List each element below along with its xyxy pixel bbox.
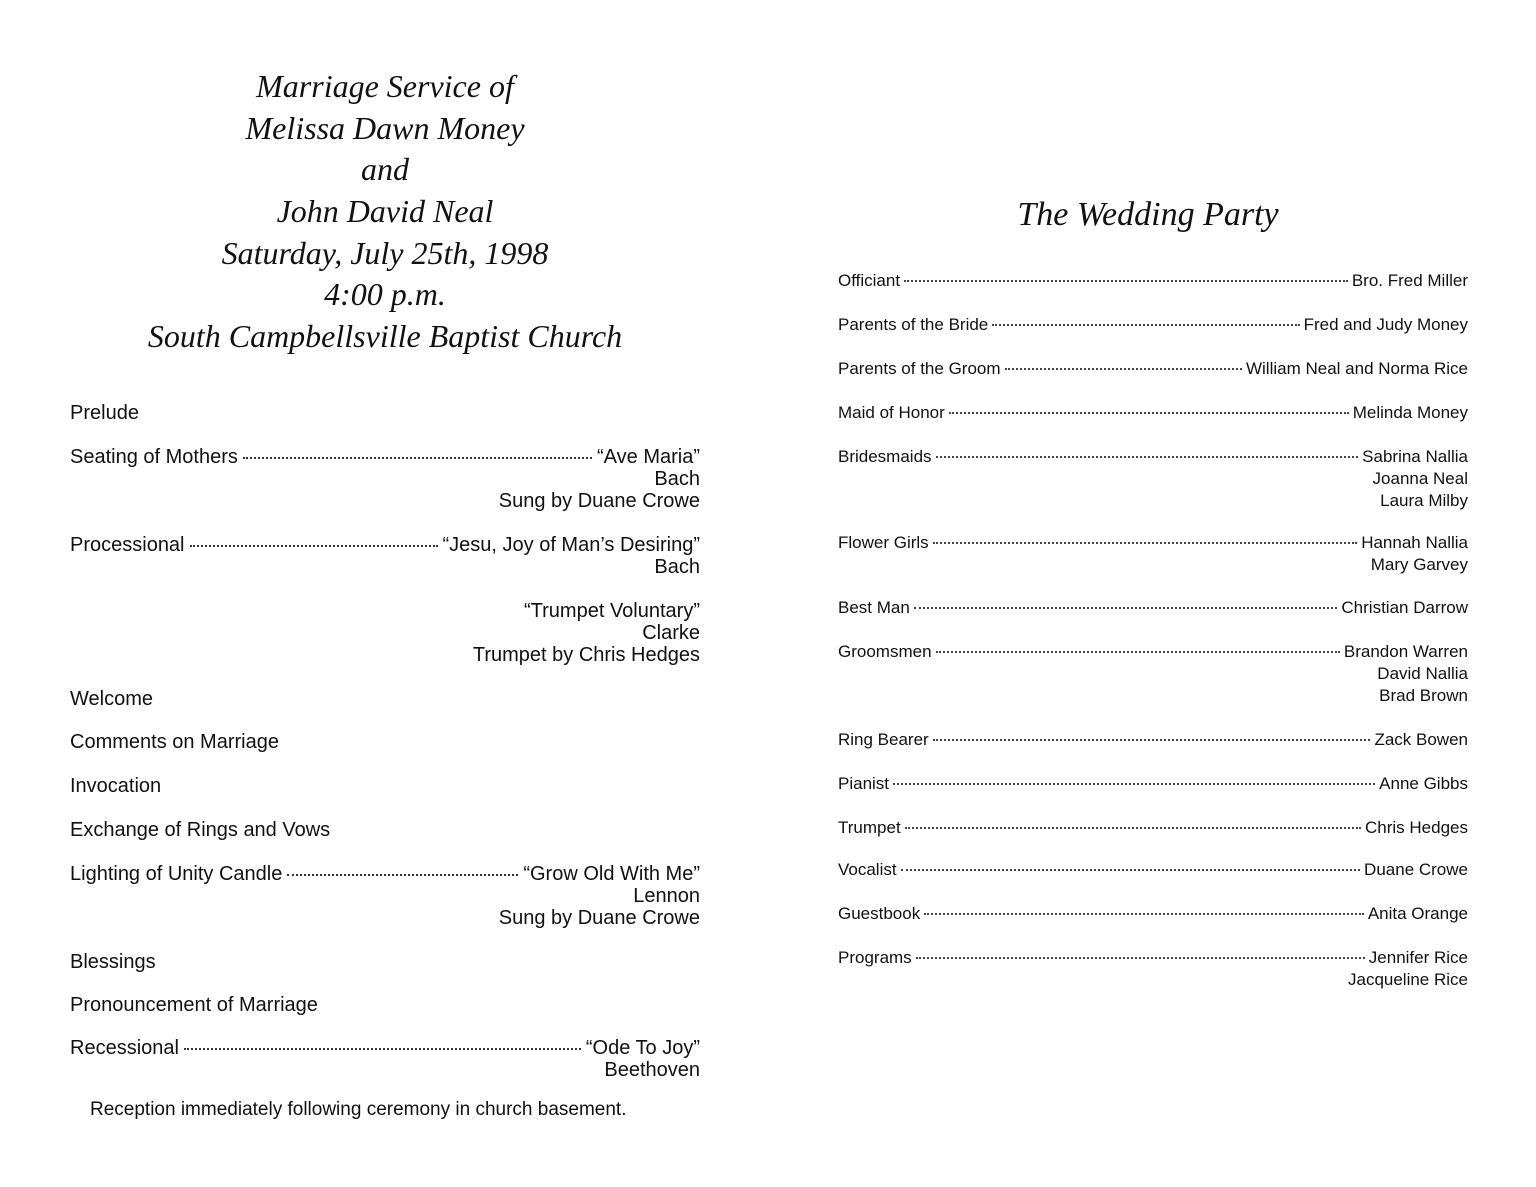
title-line: Marriage Service of (256, 68, 514, 104)
wedding-party-list (838, 270, 1468, 991)
party-role: Groomsmen (838, 642, 932, 661)
party-name: Mary Garvey (1370, 555, 1468, 574)
program-item-label: Seating of Mothers (70, 446, 238, 468)
program-item-piece: “Jesu, Joy of Man’s Desiring” (442, 534, 700, 556)
program-item-detail: Bach (654, 556, 700, 578)
party-name: Melinda Money (1352, 403, 1468, 422)
ceremony-panel (70, 66, 700, 1081)
program-item-detail: “Trumpet Voluntary” (524, 600, 700, 622)
party-role-row (838, 817, 1468, 839)
dot-leader (901, 869, 1360, 871)
party-role: Best Man (838, 598, 910, 617)
program-item-detail: Clarke (642, 622, 700, 644)
party-name: Christian Darrow (1341, 598, 1468, 617)
groom-name: John David Neal (276, 193, 494, 230)
party-name: Chris Hedges (1365, 818, 1468, 837)
program-item (70, 994, 700, 1016)
program-item (70, 731, 700, 753)
party-name: Brad Brown (1379, 686, 1468, 705)
party-role: Programs (838, 948, 912, 967)
party-name: Anne Gibbs (1379, 774, 1468, 793)
program-item (70, 951, 700, 973)
program-item (70, 534, 700, 666)
party-name: Hannah Nallia (1361, 533, 1468, 552)
party-role: Officiant (838, 271, 901, 290)
party-role: Parents of the Bride (838, 315, 989, 334)
program-item-label: Exchange of Rings and Vows (70, 819, 331, 841)
party-name: Laura Milby (1380, 491, 1468, 510)
program-item-detail: Bach (654, 468, 700, 490)
dot-leader (916, 957, 1365, 959)
program-item-piece: “Grow Old With Me” (523, 863, 700, 885)
dot-leader (914, 607, 1338, 609)
party-name: Joanna Neal (1372, 469, 1468, 488)
program-item-piece: “Ode To Joy” (585, 1037, 700, 1059)
dot-leader (905, 827, 1361, 829)
program-item-label: Processional (70, 534, 185, 556)
party-name: Sabrina Nallia (1362, 447, 1468, 466)
program-item (70, 819, 700, 841)
party-role: Parents of the Groom (838, 359, 1001, 378)
party-role-row (838, 270, 1468, 292)
dot-leader (287, 874, 518, 876)
dot-leader (933, 542, 1358, 544)
dot-leader (190, 545, 438, 547)
program-item-label: Invocation (70, 775, 162, 797)
program-item-detail: Beethoven (604, 1059, 700, 1081)
program-item-detail: Sung by Duane Crowe (498, 907, 700, 929)
dot-leader (992, 324, 1299, 326)
party-name: Bro. Fred Miller (1351, 271, 1468, 290)
party-name: Anita Orange (1367, 904, 1468, 923)
program-item (70, 402, 700, 424)
party-name: Jacqueline Rice (1347, 970, 1468, 989)
party-role: Maid of Honor (838, 403, 945, 422)
bride-name: Melissa Dawn Money (245, 109, 525, 146)
program-item (70, 1037, 700, 1081)
party-role-row (838, 903, 1468, 925)
program-item (70, 446, 700, 512)
dot-leader (936, 651, 1340, 653)
party-role-row (838, 947, 1468, 969)
party-role-row (838, 532, 1468, 554)
program-item-label: Recessional (70, 1037, 179, 1059)
party-role: Guestbook (838, 904, 921, 923)
title-line: and (361, 151, 409, 188)
party-role-row (838, 773, 1468, 795)
party-role-row (838, 729, 1468, 751)
wedding-party-title: The Wedding Party (1017, 196, 1279, 233)
ceremony-time: 4:00 p.m. (324, 276, 446, 313)
party-role: Ring Bearer (838, 730, 929, 749)
program-item-label: Prelude (70, 402, 139, 424)
party-role: Pianist (838, 774, 890, 793)
program-item-detail: Sung by Duane Crowe (498, 490, 700, 512)
ceremony-title-block (65, 66, 705, 358)
party-role-row (838, 446, 1468, 468)
party-role-row (838, 597, 1468, 619)
party-role-row (838, 314, 1468, 336)
dot-leader (904, 280, 1348, 282)
dot-leader (933, 739, 1371, 741)
party-name: Fred and Judy Money (1303, 315, 1468, 334)
dot-leader (243, 457, 592, 459)
party-role: Trumpet (838, 818, 901, 837)
program-item (70, 863, 700, 929)
program-item-label: Lighting of Unity Candle (70, 863, 283, 885)
program-item-label: Pronouncement of Marriage (70, 994, 318, 1016)
dot-leader (1005, 368, 1242, 370)
program-item-detail: Lennon (633, 885, 700, 907)
ceremony-date: Saturday, July 25th, 1998 (221, 234, 549, 271)
order-of-service (70, 402, 700, 1081)
party-name: Duane Crowe (1364, 860, 1468, 879)
party-role: Flower Girls (838, 533, 929, 552)
party-role-row (838, 859, 1468, 881)
program-item-label: Comments on Marriage (70, 731, 279, 753)
program-item (70, 688, 700, 710)
party-role-row (838, 641, 1468, 663)
dot-leader (936, 456, 1359, 458)
party-name: David Nallia (1377, 664, 1468, 683)
ceremony-venue: South Campbellsville Baptist Church (147, 318, 623, 355)
wedding-party-panel (838, 190, 1468, 989)
program-item-detail: Trumpet by Chris Hedges (472, 644, 700, 666)
party-name: Zack Bowen (1374, 730, 1468, 749)
reception-note: Reception immediately following ceremony in church basement. (90, 1099, 627, 1120)
dot-leader (924, 913, 1364, 915)
dot-leader (184, 1048, 581, 1050)
party-name: William Neal and Norma Rice (1245, 359, 1468, 378)
party-name: Brandon Warren (1343, 642, 1468, 661)
dot-leader (949, 412, 1349, 414)
party-role: Vocalist (838, 860, 897, 879)
party-name: Jennifer Rice (1368, 948, 1468, 967)
program-item-label: Welcome (70, 688, 153, 710)
program-item-detail (70, 578, 700, 600)
party-role-row (838, 358, 1468, 380)
program-item (70, 775, 700, 797)
program-item-label: Blessings (70, 951, 156, 973)
program-item-piece: “Ave Maria” (597, 446, 700, 468)
party-role-row (838, 402, 1468, 424)
dot-leader (893, 783, 1375, 785)
party-role: Bridesmaids (838, 447, 932, 466)
